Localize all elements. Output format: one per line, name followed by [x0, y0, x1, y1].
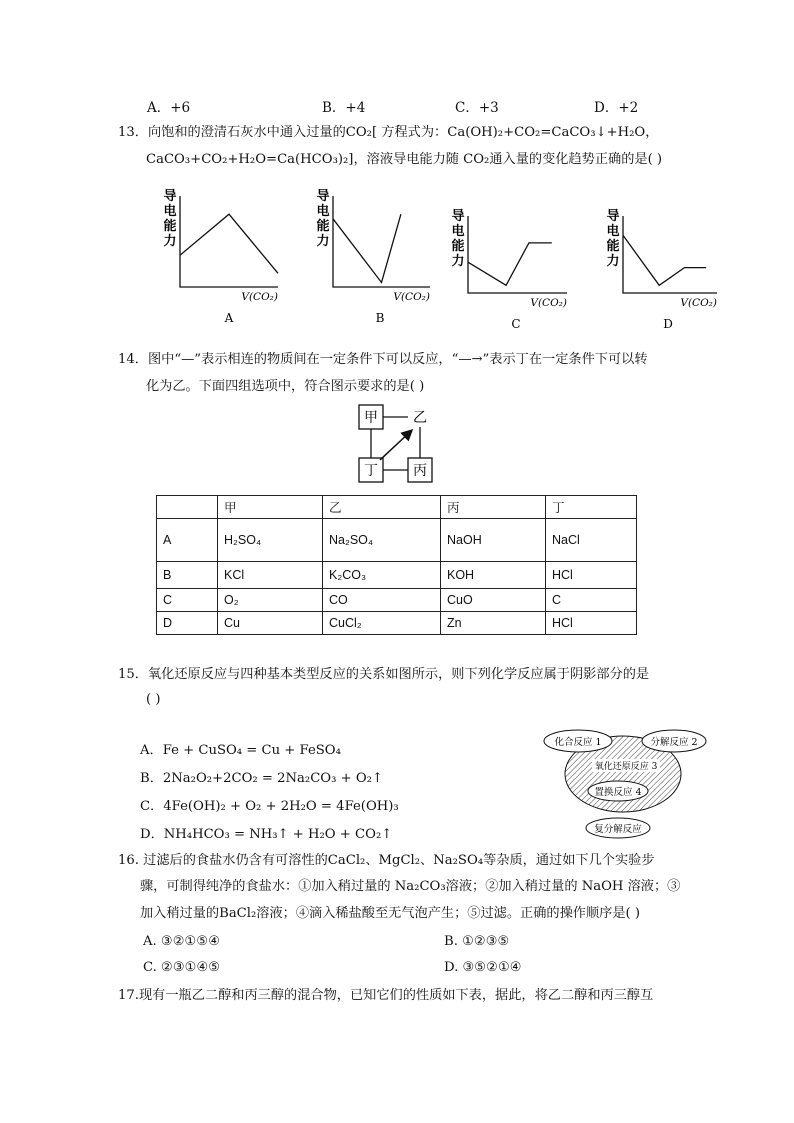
q15-option-a: A．Fe + CuSO₄ = Cu + FeSO₄: [140, 743, 341, 758]
venn-decomposition-label: 分解反应 2: [650, 737, 698, 748]
q12-option-c: C．+3: [455, 100, 499, 116]
q16-option-c: C. ②③①④⑤: [143, 960, 221, 975]
q13-line1: 13．向饱和的澄清石灰水中通入过量的CO₂[ 方程式为：Ca(OH)₂+CO₂=CaCO₃↓+H₂O，: [118, 125, 659, 140]
venn-displacement-label: 置换反应 4: [594, 787, 642, 798]
q17-line1: 17.现有一瓶乙二醇和丙三醇的混合物，已知它们的性质如下表，据此，将乙二醇和丙三醇互: [118, 988, 654, 1003]
q15-option-b: B．2Na₂O₂+2CO₂ = 2Na₂CO₃ + O₂↑: [140, 771, 383, 786]
y-axis-label: 电: [606, 224, 620, 239]
venn-double-decomposition-label: 复分解反应: [594, 824, 642, 835]
table-header-row: 甲 乙 丙 丁: [157, 496, 637, 519]
y-axis-label: 力: [163, 234, 177, 249]
diagram-ding: 丁: [364, 463, 378, 479]
graph-label-A: A: [224, 311, 234, 325]
venn-combination-label: 化合反应 1: [554, 737, 602, 748]
q16-option-a: A. ③②①⑤④: [143, 934, 221, 949]
y-axis-label: 力: [606, 254, 620, 269]
y-axis-label: 导: [163, 189, 177, 204]
series-line-B: [333, 214, 401, 282]
series-line-A: [180, 214, 278, 273]
q16-option-b: B. ①②③⑤: [444, 934, 510, 949]
y-axis-label: 导: [606, 209, 620, 224]
q12-option-d: D．+2: [594, 100, 639, 116]
x-axis-label: V(CO₂): [530, 297, 567, 309]
x-axis-label: V(CO₂): [393, 291, 430, 303]
diagram-bing: 丙: [413, 463, 427, 479]
y-axis-label: 电: [163, 204, 177, 219]
y-axis-label: 导: [451, 209, 465, 224]
table-row: B KCl K₂CO₃ KOH HCl: [157, 562, 637, 589]
q15-option-d: D．NH₄HCO₃ = NH₃↑ + H₂O + CO₂↑: [140, 827, 393, 842]
graph-label-C: C: [511, 317, 521, 331]
q14-diagram: [350, 400, 470, 490]
diagram-arrow-ding-yi: [380, 431, 411, 460]
venn-redox-label: 氧化还原反应 3: [594, 762, 658, 772]
axis-A: [180, 196, 278, 287]
q16-line1: 16. 过滤后的食盐水仍含有可溶性的CaCl₂、MgCl₂、Na₂SO₄等杂质，通过如下几个实验步: [118, 853, 655, 868]
q15-option-c: C．4Fe(OH)₂ + O₂ + 2H₂O = 4Fe(OH)₃: [140, 799, 399, 814]
diagram-jia: 甲: [364, 410, 378, 426]
q16-option-d: D. ③⑤②①④: [444, 960, 522, 975]
q13-graphs: [0, 180, 794, 340]
x-axis-label: V(CO₂): [241, 291, 278, 303]
axis-B: [333, 196, 430, 287]
q13-line2: CaCO₃+CO₂+H₂O=Ca(HCO₃)₂]，溶液导电能力随 CO₂通入量的变化趋势正确的是( ): [146, 152, 663, 167]
q12-option-b: B．+4: [322, 100, 366, 116]
y-axis-label: 能: [606, 239, 620, 254]
q14-line2: 化为乙。下面四组选项中，符合图示要求的是( ): [146, 379, 425, 394]
q16-line2: 骤，可制得纯净的食盐水：①加入稍过量的 Na₂CO₃溶液；②加入稍过量的 NaOH 溶液；③: [140, 879, 681, 894]
table-row: D Cu CuCl₂ Zn HCl: [157, 612, 637, 635]
y-axis-label: 电: [451, 224, 465, 239]
q16-line3: 加入稍过量的BaCl₂溶液；④滴入稀盐酸至无气泡产生；⑤过滤。正确的操作顺序是( ): [140, 906, 641, 921]
diagram-yi: 乙: [413, 410, 427, 426]
y-axis-label: 电: [316, 204, 330, 219]
q14-table: [156, 495, 637, 635]
y-axis-label: 能: [451, 239, 465, 254]
q12-option-a: A．+6: [147, 100, 191, 116]
q15-line1: 15．氧化还原反应与四种基本类型反应的关系如图所示，则下列化学反应属于阴影部分的是: [118, 667, 650, 682]
graph-label-D: D: [663, 317, 673, 331]
y-axis-label: 能: [316, 219, 330, 234]
table-row: A H₂SO₄ Na₂SO₄ NaOH NaCl: [157, 519, 637, 562]
y-axis-label: 导: [316, 189, 330, 204]
axis-C: [468, 216, 567, 293]
y-axis-label: 能: [163, 219, 177, 234]
graph-label-B: B: [375, 311, 385, 325]
q14-line1: 14．图中“—”表示相连的物质间在一定条件下可以反应，“—→”表示丁在一定条件下可以转: [118, 352, 648, 367]
q15-venn-diagram: [536, 727, 726, 842]
x-axis-label: V(CO₂): [680, 297, 717, 309]
y-axis-label: 力: [451, 254, 465, 269]
table-row: C O₂ CO CuO C: [157, 589, 637, 612]
q15-line2: ( ): [146, 692, 161, 707]
series-line-C: [468, 243, 552, 285]
y-axis-label: 力: [316, 234, 330, 249]
series-line-D: [623, 235, 706, 285]
